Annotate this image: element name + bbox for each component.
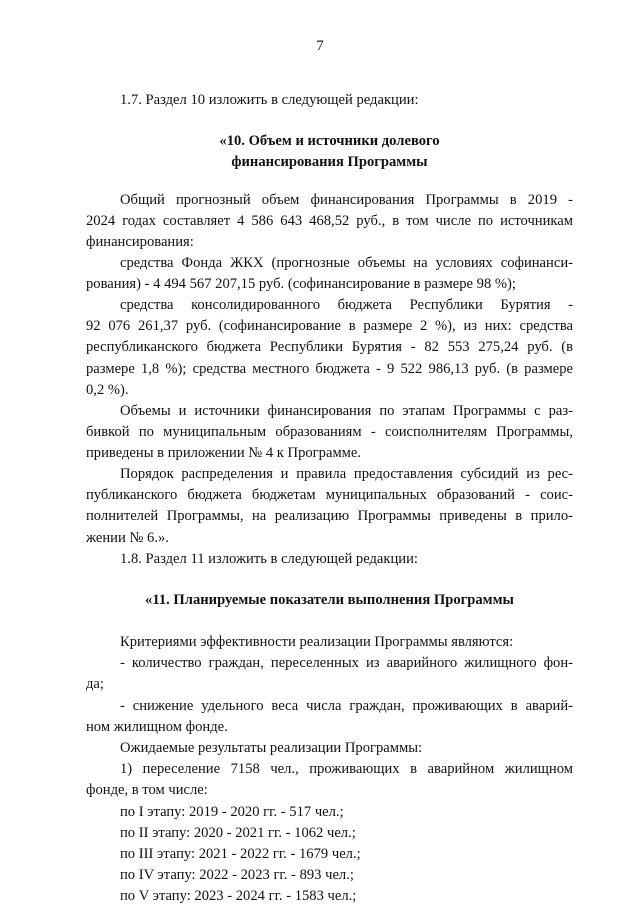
p3-line-4: размере 1,8 %); средства местного бюджета - 9 522 986,13 руб. (в размере (86, 360, 573, 377)
paragraph-subsidies-annex-6 (86, 464, 573, 549)
criteria-1-line-2: да; (86, 676, 104, 693)
paragraph-fund-zhkh (86, 253, 573, 295)
p3-line-5: 0,2 %). (86, 381, 129, 398)
result-1-line-1: 1) переселение 7158 чел., проживающих в аварийном жилищном (120, 761, 573, 778)
p3-line-1: средства консолидированного бюджета Республики Бурятия - (120, 297, 573, 313)
paragraph-stages-annex-4 (86, 401, 573, 465)
stage-item: по I этапу: 2019 - 2020 гг. - 517 чел.; (120, 803, 344, 820)
stage-item: по II этапу: 2020 - 2021 гг. - 1062 чел.; (120, 824, 356, 841)
section-1-7-text: 1.7. Раздел 10 изложить в следующей редакции: (120, 92, 419, 108)
result-1-line-2: фонде, в том числе: (86, 782, 208, 799)
section-1-7 (86, 90, 573, 111)
stage-item: по III этапу: 2021 - 2022 гг. - 1679 чел.; (120, 846, 361, 863)
section-1-8 (86, 549, 573, 570)
criteria-block (86, 632, 573, 738)
heading-10-line-1: «10. Объем и источники долевого (219, 133, 440, 149)
stage-item: по IV этапу: 2022 - 2023 гг. - 893 чел.; (120, 867, 354, 884)
page-number: 7 (316, 38, 324, 54)
p2-line-1: средства Фонда ЖКХ (прогнозные объемы на условиях софинанси- (120, 255, 573, 271)
heading-section-10 (86, 131, 573, 173)
criteria-2-line-1: - снижение удельного веса числа граждан, проживающих в аварий- (120, 697, 573, 714)
p4-line-3: приведены в приложении № 4 к Программе. (86, 445, 362, 462)
results-intro: Ожидаемые результаты реализации Программы: (120, 740, 423, 756)
p3-line-3: республиканского бюджета Республики Бурятия - 82 553 275,24 руб. (в (86, 339, 573, 356)
p4-line-1: Объемы и источники финансирования по этапам Программы с раз- (120, 403, 573, 419)
p4-line-2: бивкой по муниципальным образованиям - соисполнителям Программы, (86, 424, 573, 441)
paragraph-consolidated-budget (86, 295, 573, 401)
p2-line-2: рования) - 4 494 567 207,15 руб. (софинансирование в размере 98 %); (86, 276, 516, 293)
results-block (86, 738, 573, 908)
p1-line-1: Общий прогнозный объем финансирования Программы в 2019 - (120, 192, 573, 208)
stage-item: по V этапу: 2023 - 2024 гг. - 1583 чел.; (120, 888, 357, 905)
p5-line-4: жении № 6.». (86, 529, 169, 546)
heading-11-text: «11. Планируемые показатели выполнения Программы (145, 592, 514, 608)
heading-section-11 (86, 590, 573, 611)
heading-10-line-2: финансирования Программы (231, 154, 428, 171)
criteria-1-line-1: - количество граждан, переселенных из аварийного жилищного фон- (120, 655, 573, 672)
paragraph-total-funding (86, 190, 573, 254)
criteria-2-line-2: ном жилищном фонде. (86, 718, 228, 735)
criteria-intro: Критериями эффективности реализации Программы являются: (120, 634, 514, 650)
p1-line-2: 2024 годах составляет 4 586 643 468,52 руб., в том числе по источникам (86, 213, 573, 230)
p5-line-1: Порядок распределения и правила предоставления субсидий из рес- (120, 466, 573, 482)
p1-line-3: финансирования: (86, 234, 194, 251)
p3-line-2: 92 076 261,37 руб. (софинансирование в размере 2 %), из них: средства (86, 318, 573, 335)
section-1-8-text: 1.8. Раздел 11 изложить в следующей редакции: (120, 551, 418, 567)
p5-line-2: публиканского бюджета бюджетам муниципальных образований - соис- (86, 487, 573, 504)
p5-line-3: полнителей Программы, на реализацию Программы приведены в прило- (86, 508, 573, 525)
